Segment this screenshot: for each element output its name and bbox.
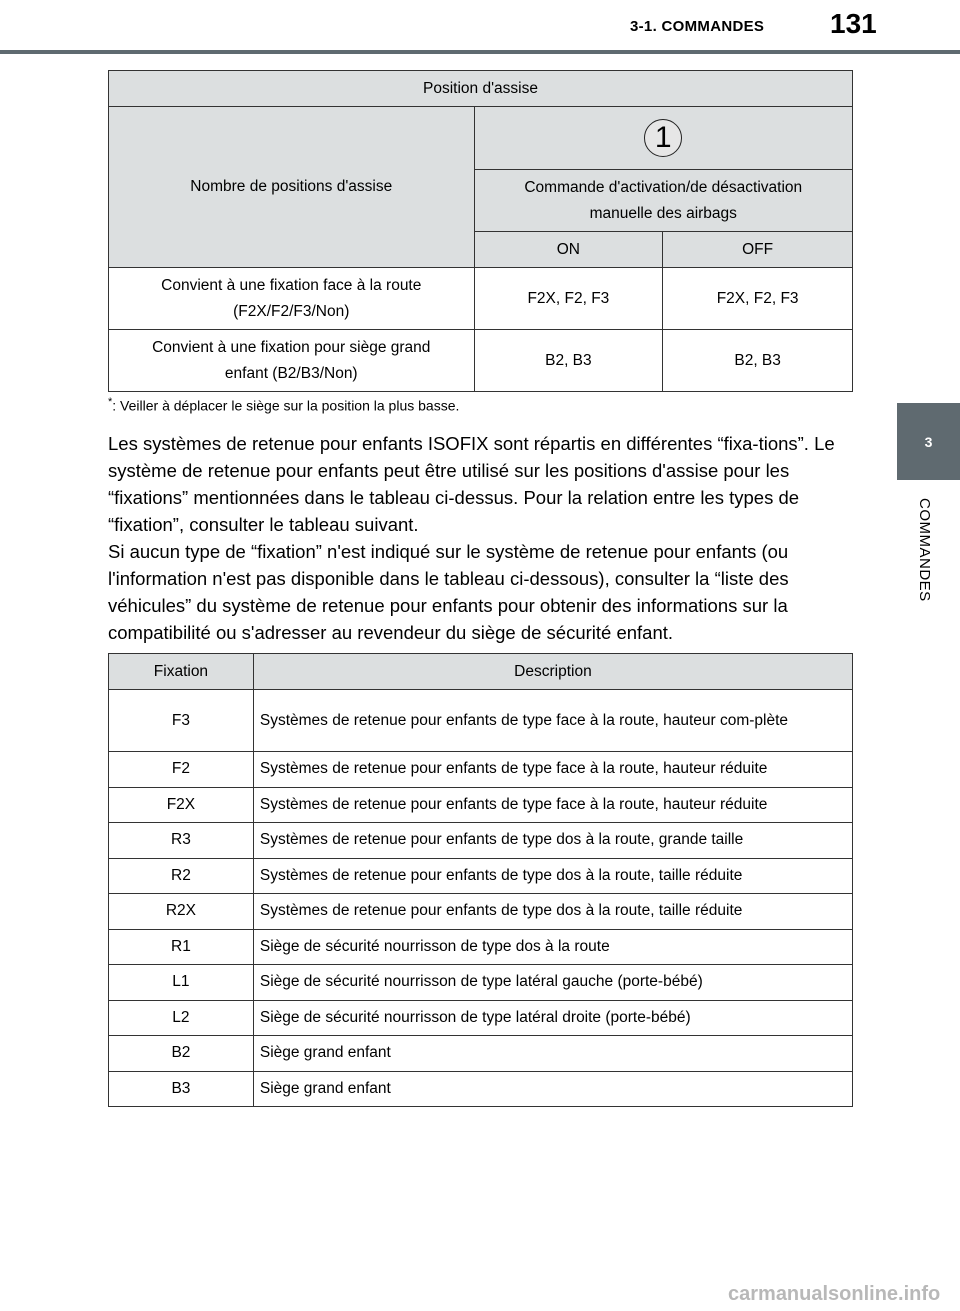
fixation-code: L1: [109, 965, 254, 1001]
paragraph: Les systèmes de retenue pour enfants ISOFIX sont répartis en différentes “fixa-tions”. Le système de retenue pour enfants peut être utilisé sur les positions d'assise pour les “fixations” mentionnées dans le tableau ci-dessus. Pour la relation entre les types de “fixation”, consulter le tableau suivant.: [108, 433, 835, 535]
table-row: [109, 690, 853, 752]
table-row: [109, 1000, 853, 1036]
chapter-label: COMMANDES: [916, 498, 933, 602]
fixation-description: Systèmes de retenue pour enfants de type face à la route, hauteur réduite: [253, 787, 852, 823]
fixation-description: Siège de sécurité nourrisson de type dos à la route: [253, 929, 852, 965]
footnote-text: : Veiller à déplacer le siège sur la position la plus basse.: [112, 397, 460, 414]
fixation-code: R3: [109, 823, 254, 859]
row-label-line1: Convient à une fixation pour siège grand: [152, 338, 431, 356]
table-row: [109, 268, 853, 330]
footnote: [108, 396, 459, 414]
fixation-table: [108, 653, 853, 1107]
fixation-description: Siège de sécurité nourrisson de type latéral gauche (porte-bébé): [253, 965, 852, 1001]
watermark: carmanualsonline.info: [728, 1283, 941, 1305]
table-row: [109, 752, 853, 788]
page-number: 131: [830, 8, 877, 39]
fixation-description: Systèmes de retenue pour enfants de type dos à la route, taille réduite: [253, 894, 852, 930]
description-col-header: Description: [253, 654, 852, 690]
fixation-code: R1: [109, 929, 254, 965]
off-value: F2X, F2, F3: [663, 268, 853, 330]
chapter-tab: [897, 403, 960, 480]
row-label-line2: enfant (B2/B3/Non): [224, 364, 358, 382]
fixation-description: Siège de sécurité nourrisson de type latéral droite (porte-bébé): [253, 1000, 852, 1036]
fixation-code: L2: [109, 1000, 254, 1036]
table-row: [109, 1036, 853, 1072]
seat-number-badge: 1: [644, 119, 682, 157]
table-row: [109, 1071, 853, 1107]
fixation-description: Siège grand enfant: [253, 1036, 852, 1072]
fixation-description: Siège grand enfant: [253, 1071, 852, 1107]
fixation-code: F2X: [109, 787, 254, 823]
seat-number-cell: [474, 107, 852, 170]
fixation-col-header: Fixation: [109, 654, 254, 690]
fixation-description: Systèmes de retenue pour enfants de type dos à la route, taille réduite: [253, 858, 852, 894]
on-value: F2X, F2, F3: [474, 268, 663, 330]
table-row: [109, 894, 853, 930]
airbag-switch-header: [474, 170, 852, 232]
table-row: [109, 965, 853, 1001]
header-rule: [0, 50, 960, 54]
off-header: OFF: [663, 232, 853, 268]
fixation-code: R2: [109, 858, 254, 894]
table-row: [109, 330, 853, 392]
table-row: [109, 929, 853, 965]
fixation-description: Systèmes de retenue pour enfants de type face à la route, hauteur réduite: [253, 752, 852, 788]
table-row: [109, 823, 853, 859]
fixation-code: F2: [109, 752, 254, 788]
fixation-code: B2: [109, 1036, 254, 1072]
table-row: [109, 858, 853, 894]
fixation-description: Systèmes de retenue pour enfants de type face à la route, hauteur com-plète: [253, 690, 852, 752]
fixation-type-label: [109, 330, 475, 392]
seating-position-table: [108, 70, 853, 392]
airbag-switch-line1: Commande d'activation/de désactivation: [524, 178, 803, 196]
airbag-switch-line2: manuelle des airbags: [589, 204, 737, 222]
fixation-code: F3: [109, 690, 254, 752]
body-text: [108, 430, 848, 646]
on-value: B2, B3: [474, 330, 663, 392]
fixation-code: R2X: [109, 894, 254, 930]
fixation-description: Systèmes de retenue pour enfants de type dos à la route, grande taille: [253, 823, 852, 859]
on-header: ON: [474, 232, 663, 268]
off-value: B2, B3: [663, 330, 853, 392]
chapter-number: 3: [924, 433, 933, 450]
paragraph: Si aucun type de “fixation” n'est indiqué sur le système de retenue pour enfants (ou l'information n'est pas disponible dans le tableau ci-dessous), consulter la “liste des véhicules” du système de retenue pour enfants pour obtenir des informations sur la compatibilité ou s'adresser au revendeur du siège de sécurité enfant.: [108, 541, 789, 643]
table-row: [109, 787, 853, 823]
fixation-type-label: [109, 268, 475, 330]
row-label-line1: Convient à une fixation face à la route: [161, 276, 422, 294]
position-header: Position d'assise: [109, 71, 853, 107]
seat-count-header: Nombre de positions d'assise: [109, 107, 475, 268]
footnote-mark: *: [108, 396, 113, 408]
fixation-code: B3: [109, 1071, 254, 1107]
row-label-line2: (F2X/F2/F3/Non): [233, 302, 350, 320]
section-title: 3-1. COMMANDES: [630, 18, 765, 35]
